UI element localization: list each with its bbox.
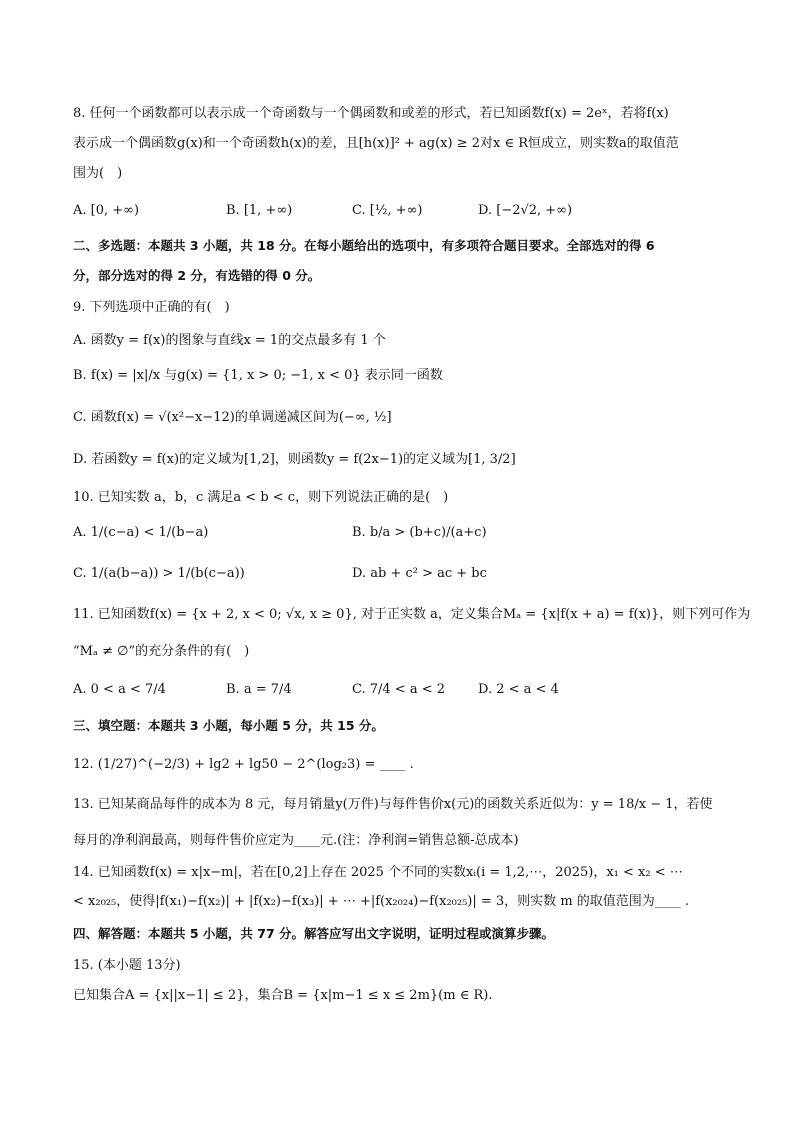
q11-option-d: D. 2 < a < 4 [478,682,559,697]
q8-option-d: D. [−2√2, +∞) [478,203,573,218]
section4-header: 四、解答题：本题共 5 小题，共 77 分。解答应写出文字说明，证明过程或演算步骤。 [73,926,555,941]
q8-line2: 表示成一个偶函数g(x)和一个奇函数h(x)的差，且[h(x)]² + ag(x) ≥ 2对x ∈ R恒成立，则实数a的取值范 [73,136,679,151]
section2-line1: 二、多选题：本题共 3 小题，共 18 分。在每小题给出的选项中，有多项符合题目要求。全部选对的得 6 [73,238,655,253]
q11-line1: 11. 已知函数f(x) = {x + 2, x < 0; √x, x ≥ 0}, 对于正实数 a，定义集合Mₐ = {x|f(x + a) = f(x)}，则下列可作为 [73,607,751,622]
q9-option-c: C. 函数f(x) = √(x²−x−12)的单调递减区间为(−∞, ½] [73,410,392,425]
q12-line: 12. (1/27)^(−2/3) + lg2 + lg50 − 2^(log₂3) = ____ . [73,757,414,772]
q8-line1: 8. 任何一个函数都可以表示成一个奇函数与一个偶函数和或差的形式，若已知函数f(x) = 2eˣ，若将f(x) [73,106,669,121]
q15-line: 已知集合A = {x||x−1| ≤ 2}，集合B = {x|m−1 ≤ x ≤ 2m}(m ∈ R). [73,988,493,1003]
q8-option-c: C. [½, +∞) [352,203,423,218]
q14-line1: 14. 已知函数f(x) = x|x−m|，若在[0,2]上存在 2025 个不同的实数xᵢ(i = 1,2,⋯，2025)，x₁ < x₂ < ⋯ [73,865,683,880]
q11-option-a: A. 0 < a < 7/4 [73,682,166,697]
q10-option-c: C. 1/(a(b−a)) > 1/(b(c−a)) [73,566,245,581]
q11-line2: “Mₐ ≠ ∅”的充分条件的有( ) [73,644,250,659]
q8-option-b: B. [1, +∞) [226,203,293,218]
q9-stem: 9. 下列选项中正确的有( ) [73,300,230,315]
q8-option-a: A. [0, +∞) [73,203,140,218]
q13-line2: 每月的净利润最高，则每件售价应定为____元.(注：净利润=销售总额-总成本) [73,833,519,848]
q11-option-b: B. a = 7/4 [226,682,292,697]
q10-option-a: A. 1/(c−a) < 1/(b−a) [73,525,209,540]
q10-option-d: D. ab + c² > ac + bc [352,566,487,581]
q9-option-a: A. 函数y = f(x)的图象与直线x = 1的交点最多有 1 个 [73,333,386,348]
q13-line1: 13. 已知某商品每件的成本为 8 元，每月销量y(万件)与每件售价x(元)的函数关系近似为：y = 18/x − 1，若使 [73,797,713,812]
section3-header: 三、填空题：本题共 3 小题，每小题 5 分，共 15 分。 [73,718,384,733]
section2-line2: 分，部分选对的得 2 分，有选错的得 0 分。 [73,268,321,283]
q10-option-b: B. b/a > (b+c)/(a+c) [352,525,487,540]
q9-option-b: B. f(x) = |x|/x 与g(x) = {1, x > 0; −1, x < 0} 表示同一函数 [73,368,443,383]
q8-line3: 围为( ) [73,166,123,181]
q15-heading: 15. (本小题 13分) [73,958,181,973]
q9-option-d: D. 若函数y = f(x)的定义域为[1,2]，则函数y = f(2x−1)的定义域为[1, 3/2] [73,452,516,467]
q10-stem: 10. 已知实数 a，b，c 满足a < b < c，则下列说法正确的是( ) [73,490,449,505]
q11-option-c: C. 7/4 < a < 2 [352,682,446,697]
q14-line2: < x₂₀₂₅，使得|f(x₁)−f(x₂)| + |f(x₂)−f(x₃)| + ⋯ +|f(x₂₀₂₄)−f(x₂₀₂₅)| = 3，则实数 m 的取值范围为____ . [73,894,690,909]
